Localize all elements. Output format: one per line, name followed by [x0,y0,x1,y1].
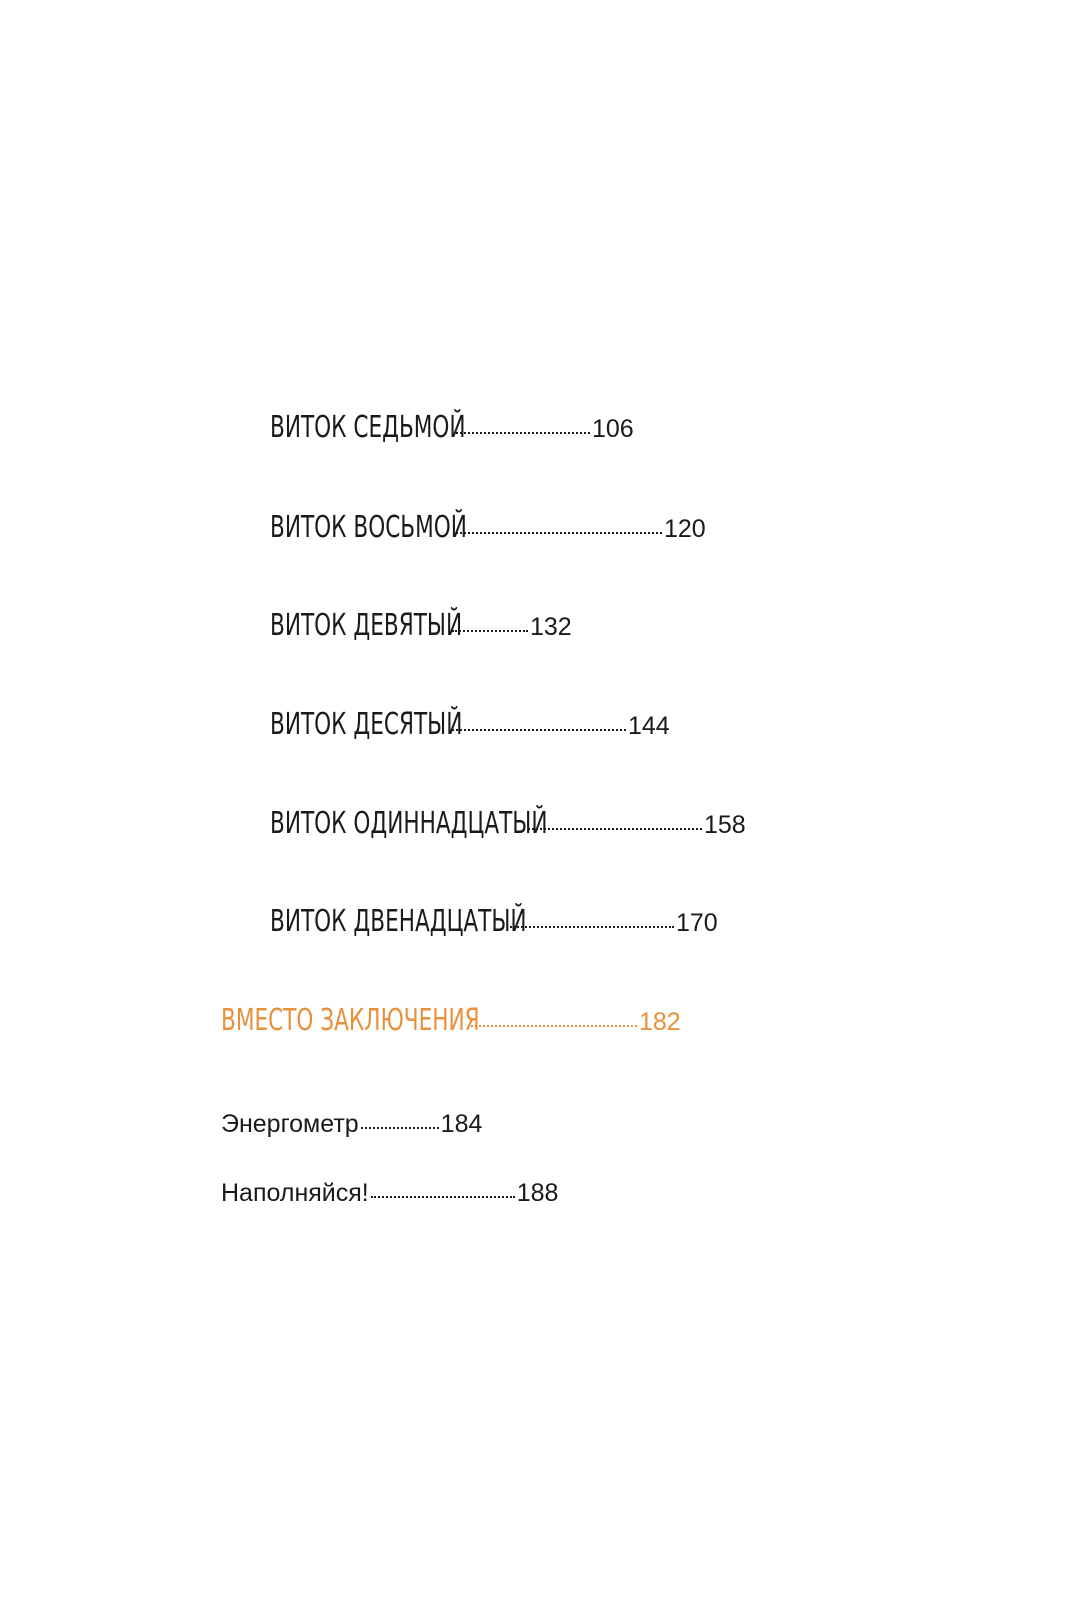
toc-entry-page: 188 [516,1179,559,1207]
toc-entry-fill-up[interactable] [221,1179,558,1208]
toc-entry-conclusion[interactable] [221,1003,681,1038]
dot-leader [510,926,674,928]
dot-leader [528,828,702,830]
toc-entry-title: ВИТОК ОДИННАДЦАТЫЙ [270,806,548,841]
toc-entry-title: ВИТОК СЕДЬМОЙ [270,410,466,445]
toc-entry-chapter-8[interactable] [270,510,706,545]
dot-leader [456,532,662,534]
toc-entry-title: ВИТОК ВОСЬМОЙ [270,510,467,545]
toc-entry-chapter-12[interactable] [270,904,718,939]
toc-entry-page: 132 [530,613,572,641]
toc-entry-page: 182 [639,1008,681,1036]
toc-entry-page: 144 [628,712,670,740]
toc-entry-title: Энергометр [221,1110,359,1138]
dot-leader [452,729,626,731]
toc-entry-chapter-7[interactable] [270,410,634,445]
toc-entry-title: ВИТОК ДВЕНАДЦАТЫЙ [270,904,527,939]
toc-entry-page: 106 [592,415,634,443]
toc-entry-chapter-10[interactable] [270,707,670,742]
toc-entry-page: 158 [704,811,746,839]
dot-leader [371,1196,515,1198]
toc-entry-energometer[interactable] [221,1110,482,1139]
dot-leader [456,432,590,434]
toc-entry-chapter-11[interactable] [270,806,746,841]
toc-entry-page: 170 [676,909,718,937]
toc-entry-title: ВМЕСТО ЗАКЛЮЧЕНИЯ [221,1003,480,1038]
toc-entry-chapter-9[interactable] [270,608,572,643]
toc-entry-page: 120 [664,515,706,543]
dot-leader [471,1025,637,1027]
toc-entry-page: 184 [440,1110,483,1138]
dot-leader [361,1127,439,1129]
toc-entry-title: Наполняйся! [221,1179,369,1207]
toc-entry-title: ВИТОК ДЕСЯТЫЙ [270,707,463,742]
toc-entry-title: ВИТОК ДЕВЯТЫЙ [270,608,463,643]
dot-leader [452,630,528,632]
